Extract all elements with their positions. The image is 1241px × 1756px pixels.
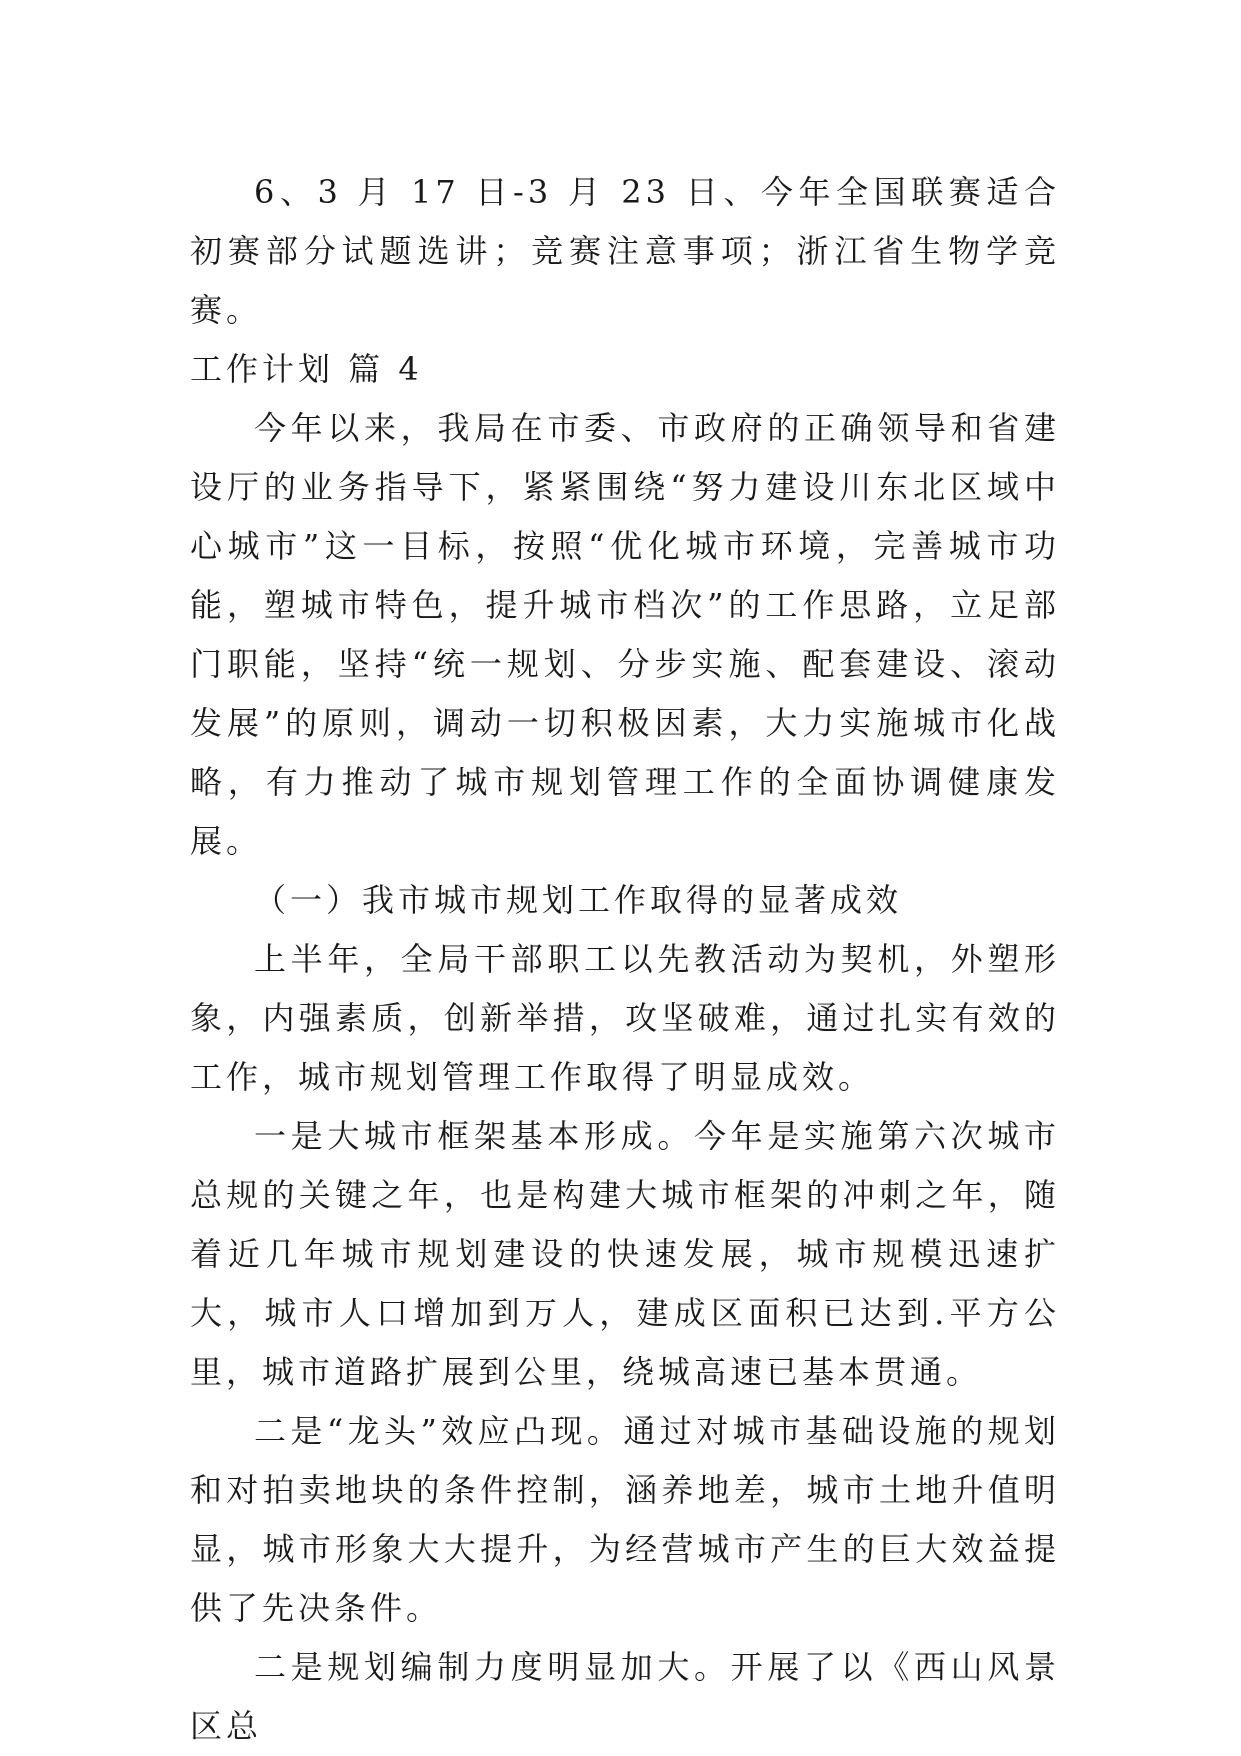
paragraph-point-one: 一是大城市框架基本形成。今年是实施第六次城市总规的关键之年，也是构建大城市框架的冲刺之年，随着近几年城市规划建设的快速发展，城市规模迅速扩大，城市人口增加到万人，建成区面积已达到.平方公里，城市道路扩展到公里，绕城高速已基本贯通。: [190, 1117, 1060, 1391]
section-heading: 工作计划 篇 4: [190, 350, 423, 388]
paragraph-summary: 上半年，全局干部职工以先教活动为契机，外塑形象，内强素质，创新举措，攻坚破难，通过扎实有效的工作，城市规划管理工作取得了明显成效。: [190, 940, 1060, 1096]
document-body: [190, 163, 1060, 1756]
paragraph-schedule-item: 6、3 月 17 日-3 月 23 日、今年全国联赛适合初赛部分试题选讲；竞赛注意事项；浙江省生物学竞赛。: [190, 173, 1060, 329]
paragraph-intro: 今年以来，我局在市委、市政府的正确领导和省建设厅的业务指导下，紧紧围绕“努力建设川东北区域中心城市”这一目标，按照“优化城市环境，完善城市功能，塑城市特色，提升城市档次”的工作思路，立足部门职能，坚持“统一规划、分步实施、配套建设、滚动发展”的原则，调动一切积极因素，大力实施城市化战略，有力推动了城市规划管理工作的全面协调健康发展。: [190, 409, 1060, 860]
paragraph-point-two: 二是“龙头”效应凸现。通过对城市基础设施的规划和对拍卖地块的条件控制，涵养地差，城市土地升值明显，城市形象大大提升，为经营城市产生的巨大效益提供了先决条件。: [190, 1412, 1060, 1627]
subsection-heading: （一）我市城市规划工作取得的显著成效: [254, 881, 903, 919]
paragraph-point-three: 二是规划编制力度明显加大。开展了以《西山风景区总: [190, 1648, 1060, 1745]
